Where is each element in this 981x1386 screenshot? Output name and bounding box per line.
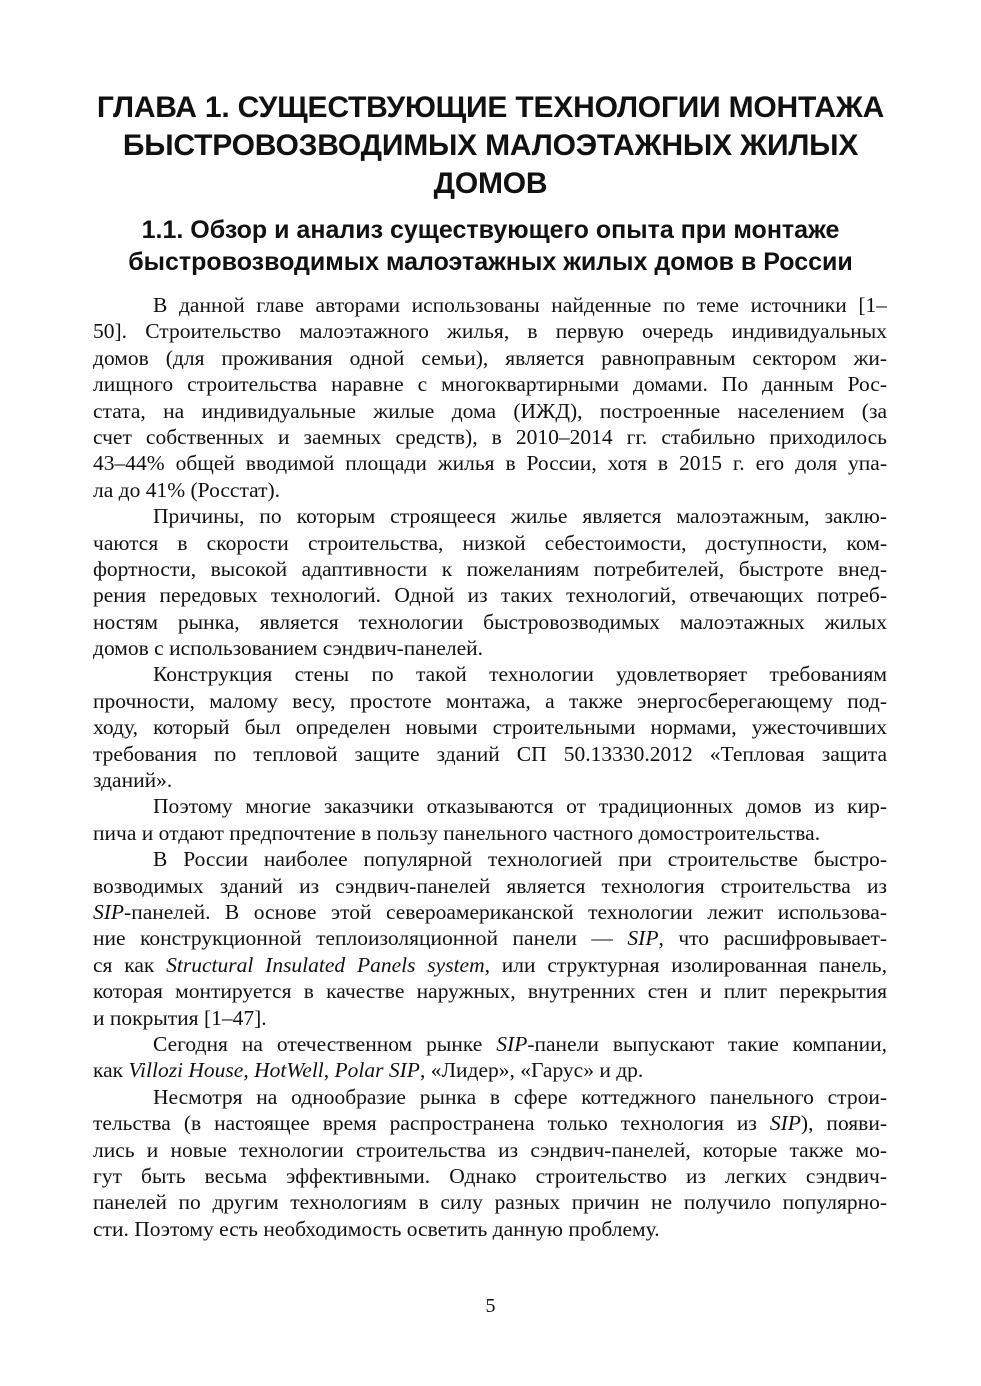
body-text (93, 292, 887, 1242)
paragraph (93, 503, 887, 661)
paragraph-line: Конструкция стены по такой технологии удовлетворяет требованиям (153, 662, 887, 687)
paragraph-line: ся как Structural Insulated Panels system, или структурная изолированная панель, (93, 952, 887, 977)
paragraph-line: Сегодня на отечественном рынке SIP-панели выпускают такие компании, (153, 1031, 887, 1056)
paragraph-line: сти. Поэтому есть необходимость осветить данную проблему. (93, 1216, 660, 1241)
paragraph-line: пича и отдают предпочтение в пользу панельного частного домостроительства. (93, 820, 821, 845)
paragraph-line: и покрытия [1–47]. (93, 1005, 267, 1030)
paragraph-line: стата, на индивидуальные жилые дома (ИЖД), построенные населением (за (93, 398, 887, 423)
paragraph-line: гут быть весьма эффективными. Однако строительство из легких сэндвич- (93, 1163, 887, 1188)
page-number: 5 (485, 1295, 496, 1317)
paragraph-line: как Villozi House, HotWell, Polar SIP, «Лидер», «Гарус» и др. (93, 1058, 644, 1083)
paragraph-line: 50]. Строительство малоэтажного жилья, в первую очередь индивидуальных (93, 319, 887, 344)
paragraph-line: Причины, по которым строящееся жилье является малоэтажным, заклю- (153, 504, 887, 529)
chapter-title-line: БЫСТРОВОЗВОДИМЫХ МАЛОЭТАЖНЫХ ЖИЛЫХ (122, 129, 859, 162)
paragraph (93, 846, 887, 1031)
paragraph-line: счет собственных и заемных средств), в 2010–2014 гг. стабильно приходилось (93, 424, 887, 449)
paragraph (93, 661, 887, 793)
paragraph-line: чаются в скорости строительства, низкой себестоимости, доступности, ком- (93, 530, 887, 555)
paragraph (93, 292, 887, 503)
paragraph-line: лищного строительства наравне с многоквартирными домами. По данным Рос- (93, 372, 887, 397)
paragraph-line: домов (для проживания одной семьи), является равноправным сектором жи- (93, 345, 887, 370)
paragraph-line: требования по тепловой защите зданий СП 50.13330.2012 «Тепловая защита (93, 741, 887, 766)
paragraph-line: 43–44% общей вводимой площади жилья в России, хотя в 2015 г. его доля упа- (93, 451, 887, 476)
paragraph-line: панелей по другим технологиям в силу разных причин не получило популярно- (93, 1190, 887, 1215)
paragraph-line: домов с использованием сэндвич-панелей. (93, 636, 484, 661)
paragraph (93, 1031, 887, 1084)
paragraph (93, 1084, 887, 1242)
paragraph-line: рения передовых технологий. Одной из таких технологий, отвечающих потреб- (93, 583, 887, 608)
paragraph-line: лись и новые технологии строительства из сэндвич-панелей, которые также мо- (93, 1137, 887, 1162)
section-title-line: 1.1. Обзор и анализ существующего опыта при монтаже (141, 216, 840, 244)
paragraph-line: зданий». (93, 768, 173, 793)
paragraph-line: ходу, который был определен новыми строительными нормами, ужесточивших (93, 715, 887, 740)
paragraph-line: Несмотря на однообразие рынка в сфере коттеджного панельного строи- (153, 1084, 887, 1109)
chapter-title (60, 89, 921, 203)
paragraph-line: В России наиболее популярной технологией при строительстве быстро- (153, 847, 887, 872)
paragraph-line: В данной главе авторами использованы найденные по теме источники [1– (153, 293, 887, 317)
paragraph-line: ностям рынка, является технологии быстровозводимых малоэтажных жилых (93, 609, 887, 634)
paragraph (93, 793, 887, 846)
paragraph-line: которая монтируется в качестве наружных, внутренних стен и плит перекрытия (93, 979, 887, 1004)
paragraph-line: прочности, малому весу, простоте монтажа, а также энергосберегающему под- (93, 688, 887, 713)
chapter-title-line: ГЛАВА 1. СУЩЕСТВУЮЩИЕ ТЕХНОЛОГИИ МОНТАЖА (96, 91, 885, 124)
paragraph-line: тельства (в настоящее время распространена только технология из SIP), появи- (93, 1111, 887, 1136)
paragraph-line: SIP-панелей. В основе этой североамериканской технологии лежит использова- (93, 899, 887, 924)
section-title-line: быстровозводимых малоэтажных жилых домов в России (128, 248, 853, 276)
paragraph-line: ние конструкционной теплоизоляционной панели — SIP, что расшифровывает- (93, 926, 887, 951)
paragraph-line: возводимых зданий из сэндвич-панелей является технология строительства из (93, 873, 887, 898)
paragraph-line: Поэтому многие заказчики отказываются от традиционных домов из кир- (153, 794, 887, 819)
paragraph-line: фортности, высокой адаптивности к пожеланиям потребителей, быстроте внед- (93, 556, 887, 581)
paragraph-line: ла до 41% (Росстат). (93, 477, 281, 502)
chapter-title-line: ДОМОВ (433, 167, 548, 200)
section-title (60, 214, 921, 278)
